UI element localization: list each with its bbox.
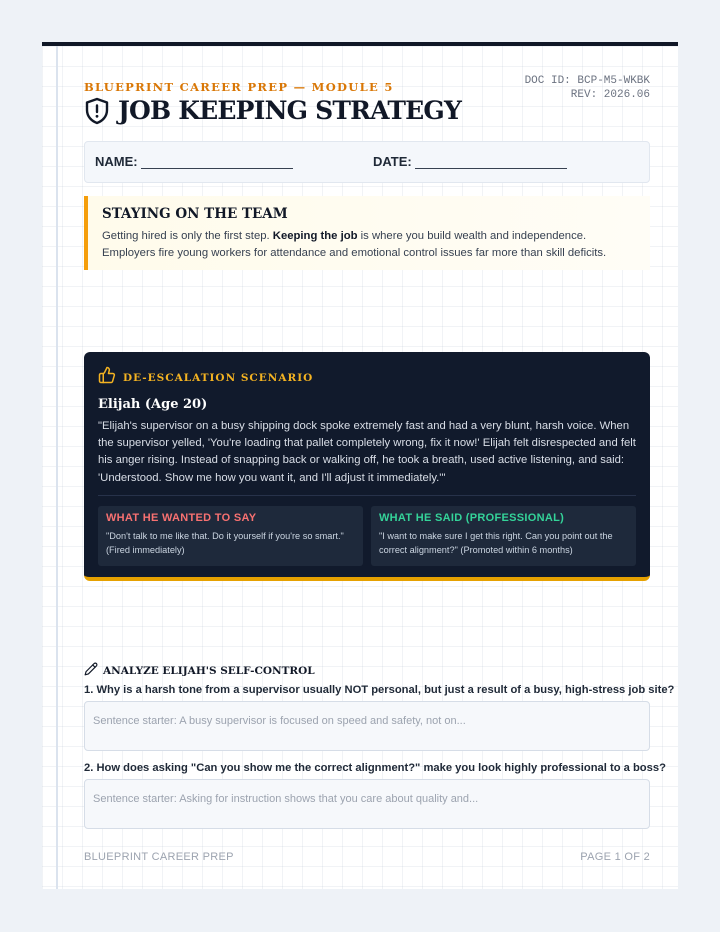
- date-field[interactable]: [373, 154, 567, 169]
- thumbs-up-icon: [98, 366, 116, 389]
- professional-said-box: [371, 506, 636, 566]
- document-meta: [525, 74, 650, 102]
- question-1: 1. Why is a harsh tone from a supervisor usually NOT personal, but just a result of a busy, high-stress job site?: [84, 684, 675, 696]
- said-heading: WHAT HE SAID (PROFESSIONAL): [379, 511, 565, 524]
- question-2: 2. How does asking "Can you show me the correct alignment?" make you look highly professional to a boss?: [84, 762, 666, 774]
- shield-alert-icon: [84, 97, 110, 125]
- date-label: DATE:: [373, 154, 412, 169]
- response-comparison: [98, 506, 636, 566]
- module-eyebrow: BLUEPRINT CAREER PREP — MODULE 5: [84, 80, 394, 94]
- page-title: JOB KEEPING STRATEGY: [118, 96, 461, 125]
- name-line[interactable]: [141, 155, 293, 169]
- wanted-to-say-box: [98, 506, 363, 566]
- footer-brand: BLUEPRINT CAREER PREP: [84, 851, 234, 863]
- scenario-divider: [98, 495, 636, 496]
- name-date-box: [84, 141, 650, 183]
- doc-id: DOC ID: BCP-M5-WKBK: [524, 75, 650, 87]
- title-row: [84, 96, 461, 125]
- name-label: NAME:: [95, 154, 138, 169]
- answer-box-2[interactable]: Sentence starter: Asking for instruction shows that you care about quality and...: [84, 779, 650, 829]
- scenario-card: [84, 352, 650, 581]
- page-number: PAGE 1 OF 2: [580, 851, 650, 863]
- analyze-heading: ANALYZE ELIJAH'S SELF-CONTROL: [103, 664, 315, 677]
- revision: REV: 2026.06: [570, 89, 650, 101]
- scenario-person: Elijah (Age 20): [98, 397, 208, 412]
- pencil-icon: [84, 662, 98, 679]
- intro-callout: [84, 196, 650, 270]
- callout-heading: STAYING ON THE TEAM: [102, 206, 288, 222]
- analyze-heading-row: [84, 662, 315, 679]
- top-accent-bar: [42, 42, 678, 46]
- scenario-label: DE-ESCALATION SCENARIO: [123, 371, 314, 384]
- scenario-quote: "Elijah's supervisor on a busy shipping dock spoke extremely fast and had a very blunt, harsh voice. When the supervisor yelled, 'You're loading that pallet completely wrong, fix it now!' Elijah felt disrespected and felt his anger rising. Instead of snapping back or walking off, he took a breath, used active listening, and said: 'Understood. Show me how you want it, and I'll adjust it immediately.'": [98, 420, 636, 484]
- name-field[interactable]: [95, 154, 293, 169]
- scenario-header: [98, 366, 636, 389]
- callout-text: Getting hired is only the first step. Keeping the job is where you build wealth and independence. Employers fire young workers for attendance and emotional control issues far more than skill deficits.: [102, 230, 607, 259]
- date-line[interactable]: [415, 155, 567, 169]
- margin-line: [56, 46, 58, 889]
- said-text: "I want to make sure I get this right. Can you point out the correct alignment?" (Promoted within 6 months): [379, 530, 613, 555]
- answer-box-1[interactable]: Sentence starter: A busy supervisor is focused on speed and safety, not on...: [84, 701, 650, 751]
- wanted-heading: WHAT HE WANTED TO SAY: [106, 511, 257, 524]
- worksheet-page: [42, 42, 678, 889]
- wanted-text: "Don't talk to me like that. Do it yourself if you're so smart." (Fired immediately): [106, 530, 344, 555]
- callout-emphasis: Keeping the job: [272, 230, 358, 242]
